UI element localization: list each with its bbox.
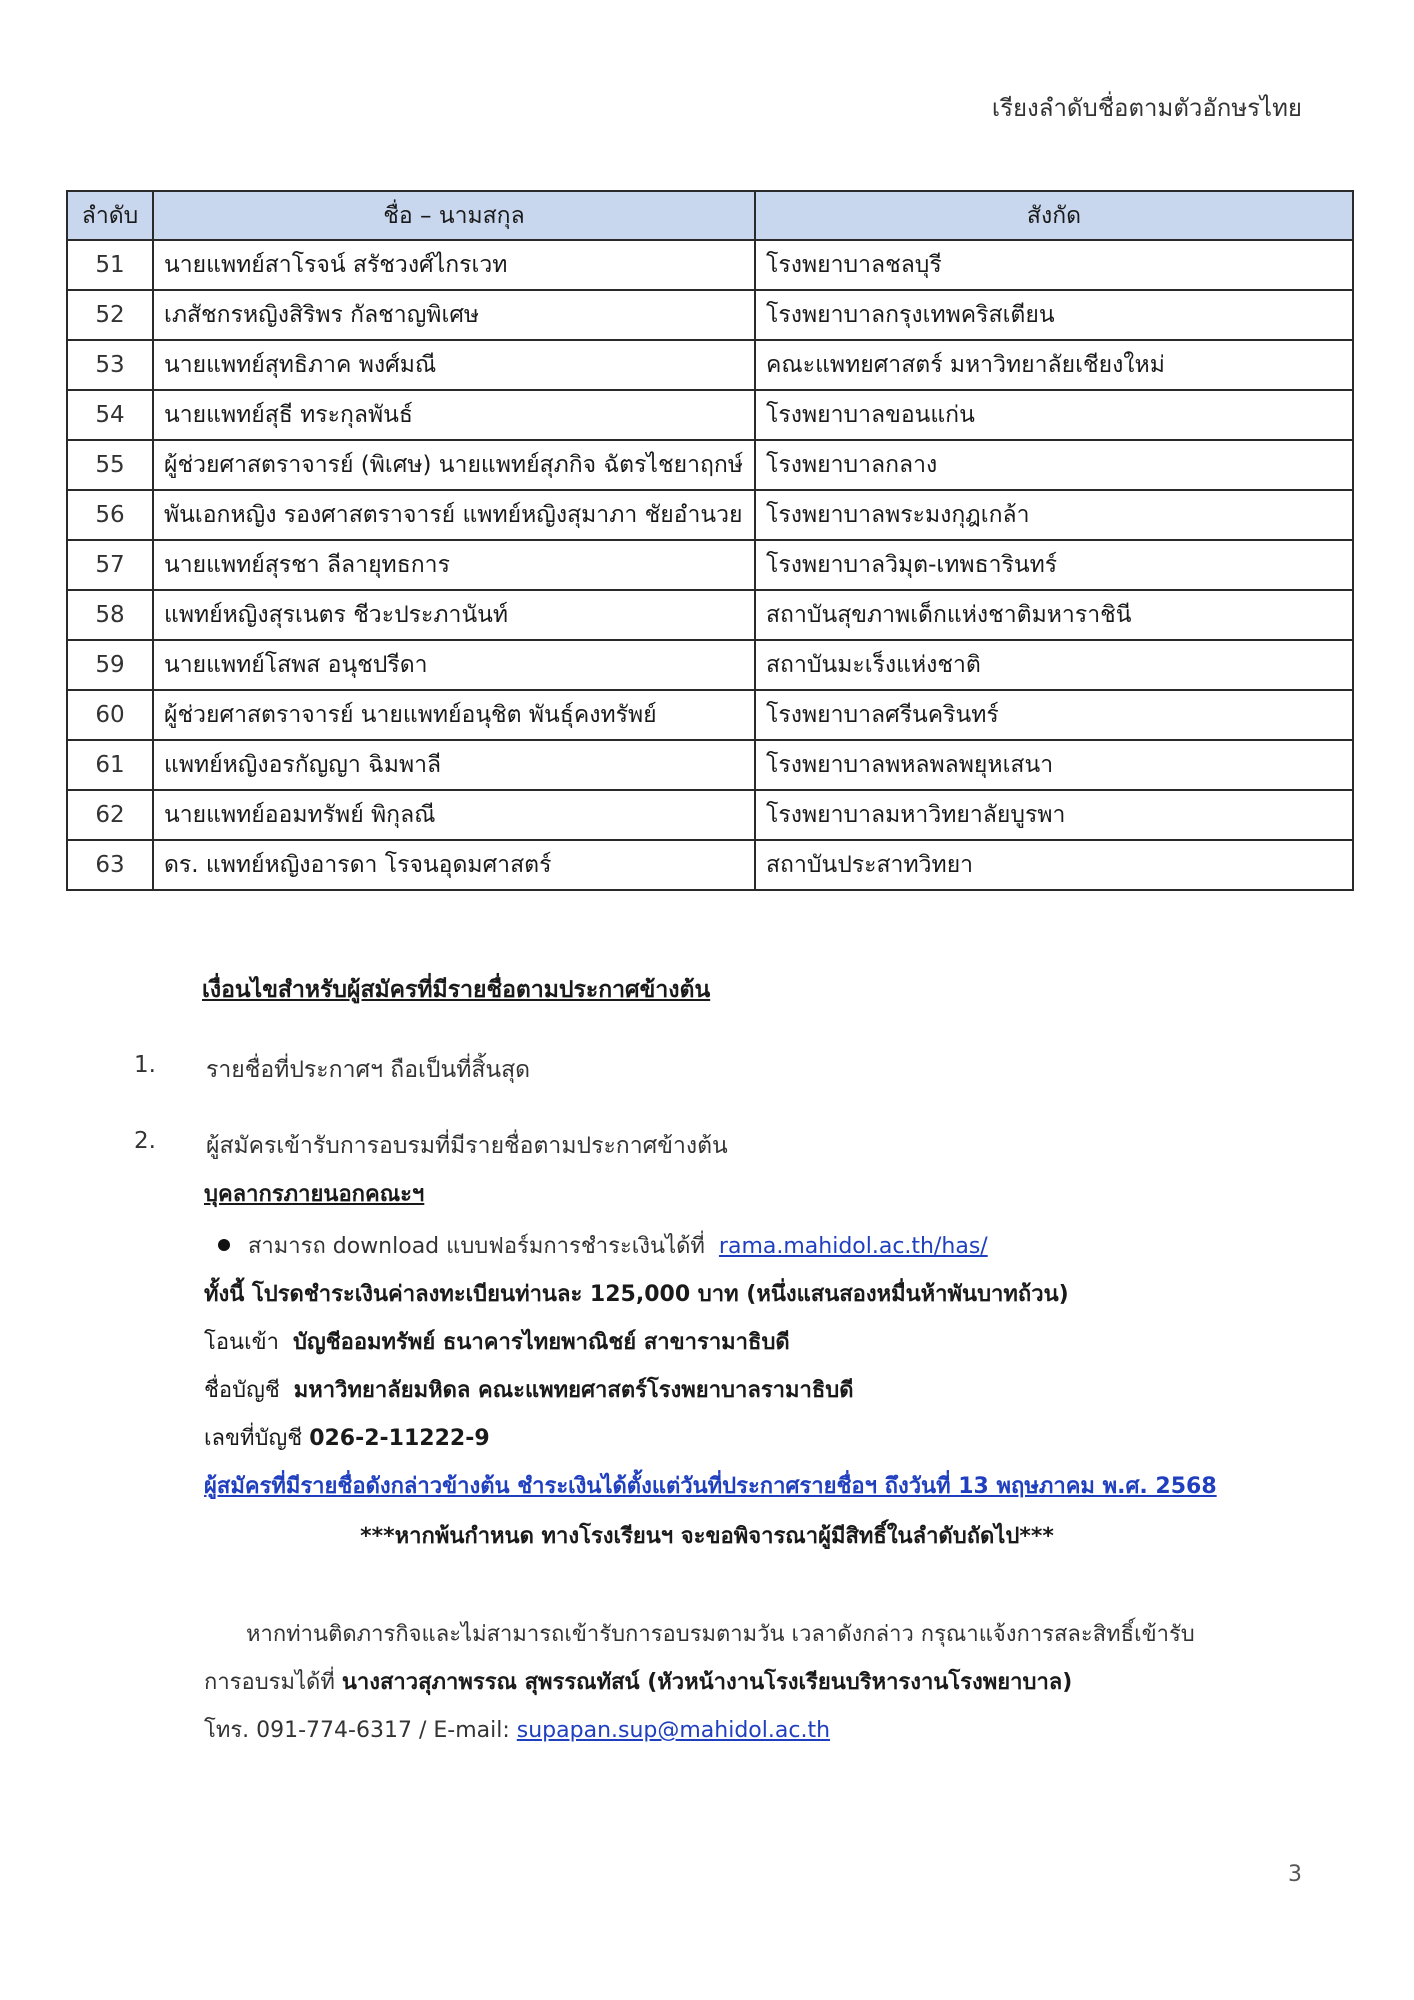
row-name: เภสัชกรหญิงสิริพร กัลชาญพิเศษ [153, 290, 755, 340]
item-text: รายชื่อที่ประกาศฯ ถือเป็นที่สิ้นสุด [206, 1057, 531, 1083]
item-text: ผู้สมัครเข้ารับการอบรมที่มีรายชื่อตามประกาศข้างต้น [206, 1133, 728, 1159]
transfer-value: บัญชีออมทรัพย์ ธนาคารไทยพาณิชย์ สาขารามาธิบดี [292, 1330, 790, 1355]
contact-line-1: หากท่านติดภารกิจและไม่สามารถเข้ารับการอบรมตามวัน เวลาดังกล่าว กรุณาแจ้งการสละสิทธิ์เข้ารับ [246, 1622, 1195, 1647]
contact-line-2 [204, 1664, 1072, 1699]
transfer-label: โอนเข้า [204, 1330, 279, 1355]
row-number: 60 [67, 690, 153, 740]
account-name-label: ชื่อบัญชี [204, 1378, 280, 1403]
deadline-warning: ***หากพ้นกำหนด ทางโรงเรียนฯ จะขอพิจารณาผู้มีสิทธิ์ในลำดับถัดไป*** [360, 1524, 1054, 1549]
account-number-value: 026-2-11222-9 [309, 1426, 490, 1451]
row-affiliation: โรงพยาบาลวิมุต-เทพธารินทร์ [755, 540, 1353, 590]
header-affiliation: สังกัด [755, 191, 1353, 240]
table-row [67, 540, 1353, 590]
row-number: 57 [67, 540, 153, 590]
row-affiliation: โรงพยาบาลขอนแก่น [755, 390, 1353, 440]
table-row [67, 740, 1353, 790]
table-row [67, 240, 1353, 290]
table-row [67, 390, 1353, 440]
row-affiliation: สถาบันประสาทวิทยา [755, 840, 1353, 890]
row-number: 62 [67, 790, 153, 840]
row-name: แพทย์หญิงสุรเนตร ชีวะประภานันท์ [153, 590, 755, 640]
account-name-line [204, 1372, 854, 1407]
table-row [67, 290, 1353, 340]
row-number: 63 [67, 840, 153, 890]
row-number: 53 [67, 340, 153, 390]
row-affiliation: คณะแพทยศาสตร์ มหาวิทยาลัยเชียงใหม่ [755, 340, 1353, 390]
row-number: 56 [67, 490, 153, 540]
bullet-icon [218, 1239, 230, 1251]
table-row [67, 840, 1353, 890]
contact-line-3 [204, 1712, 830, 1747]
row-name: ผู้ช่วยศาสตราจารย์ (พิเศษ) นายแพทย์สุภกิจ ฉัตรไชยาฤกษ์ [153, 440, 755, 490]
row-affiliation: สถาบันสุขภาพเด็กแห่งชาติมหาราชินี [755, 590, 1353, 640]
row-affiliation: โรงพยาบาลพหลพลพยุหเสนา [755, 740, 1353, 790]
row-name: นายแพทย์สาโรจน์ สรัชวงศ์ไกรเวท [153, 240, 755, 290]
row-affiliation: โรงพยาบาลศรีนครินทร์ [755, 690, 1353, 740]
row-name: นายแพทย์โสพส อนุชปรีดา [153, 640, 755, 690]
header-name: ชื่อ – นามสกุล [153, 191, 755, 240]
row-name: นายแพทย์สุรชา ลีลายุทธการ [153, 540, 755, 590]
row-number: 59 [67, 640, 153, 690]
row-name: พันเอกหญิง รองศาสตราจารย์ แพทย์หญิงสุมาภา ชัยอำนวย [153, 490, 755, 540]
payment-deadline: ผู้สมัครที่มีรายชื่อดังกล่าวข้างต้น ชำระเงินได้ตั้งแต่วันที่ประกาศรายชื่อฯ ถึงวันที่ 13 พฤษภาคม พ.ศ. 2568 [204, 1474, 1217, 1499]
row-affiliation: โรงพยาบาลชลบุรี [755, 240, 1353, 290]
contact-prefix: การอบรมได้ที่ [204, 1670, 335, 1695]
row-name: นายแพทย์สุทธิภาค พงศ์มณี [153, 340, 755, 390]
row-name: นายแพทย์ออมทรัพย์ พิกุลณี [153, 790, 755, 840]
row-affiliation: โรงพยาบาลมหาวิทยาลัยบูรพา [755, 790, 1353, 840]
phone-email-prefix: โทร. 091-774-6317 / E-mail: [204, 1718, 510, 1743]
table-header-row [67, 191, 1353, 240]
download-text: สามารถ download แบบฟอร์มการชำระเงินได้ที่ [248, 1234, 705, 1259]
row-number: 52 [67, 290, 153, 340]
table-row [67, 340, 1353, 390]
table-row [67, 490, 1353, 540]
header-number: ลำดับ [67, 191, 153, 240]
account-number-line [204, 1420, 490, 1455]
row-affiliation: โรงพยาบาลกลาง [755, 440, 1353, 490]
contact-person: นางสาวสุภาพรรณ สุพรรณทัสน์ (หัวหน้างานโรงเรียนบริหารงานโรงพยาบาล) [341, 1670, 1073, 1695]
participant-table [66, 190, 1354, 891]
download-link[interactable]: rama.mahidol.ac.th/has/ [718, 1234, 988, 1259]
row-number: 51 [67, 240, 153, 290]
row-name: นายแพทย์สุธี ทระกุลพันธ์ [153, 390, 755, 440]
row-number: 55 [67, 440, 153, 490]
conditions-title: เงื่อนไขสำหรับผู้สมัครที่มีรายชื่อตามประกาศข้างต้น [202, 977, 711, 1003]
row-number: 61 [67, 740, 153, 790]
table-row [67, 590, 1353, 640]
row-affiliation: โรงพยาบาลพระมงกุฎเกล้า [755, 490, 1353, 540]
row-name: ดร. แพทย์หญิงอารดา โรจนอุดมศาสตร์ [153, 840, 755, 890]
sort-order-note: เรียงลำดับชื่อตามตัวอักษรไทย [991, 94, 1302, 122]
row-number: 54 [67, 390, 153, 440]
row-name: แพทย์หญิงอรกัญญา ฉิมพาลี [153, 740, 755, 790]
page-number: 3 [1288, 1862, 1302, 1887]
row-name: ผู้ช่วยศาสตราจารย์ นายแพทย์อนุชิต พันธุ์คงทรัพย์ [153, 690, 755, 740]
item-number: 2. [134, 1128, 156, 1154]
item-number: 1. [134, 1052, 156, 1078]
download-line [218, 1228, 988, 1263]
table-row [67, 440, 1353, 490]
fee-text: ทั้งนี้ โปรดชำระเงินค่าลงทะเบียนท่านละ 125,000 บาท (หนึ่งแสนสองหมื่นห้าพันบาทถ้วน) [204, 1282, 1069, 1307]
email-link[interactable]: supapan.sup@mahidol.ac.th [516, 1718, 831, 1743]
row-affiliation: สถาบันมะเร็งแห่งชาติ [755, 640, 1353, 690]
account-number-label: เลขที่บัญชี [204, 1426, 303, 1451]
account-name-value: มหาวิทยาลัยมหิดล คณะแพทยศาสตร์โรงพยาบาลรามาธิบดี [293, 1378, 854, 1403]
external-staff-heading: บุคลากรภายนอกคณะฯ [204, 1182, 425, 1207]
row-number: 58 [67, 590, 153, 640]
transfer-line [204, 1324, 790, 1359]
table-row [67, 790, 1353, 840]
row-affiliation: โรงพยาบาลกรุงเทพคริสเตียน [755, 290, 1353, 340]
table-row [67, 690, 1353, 740]
table-row [67, 640, 1353, 690]
